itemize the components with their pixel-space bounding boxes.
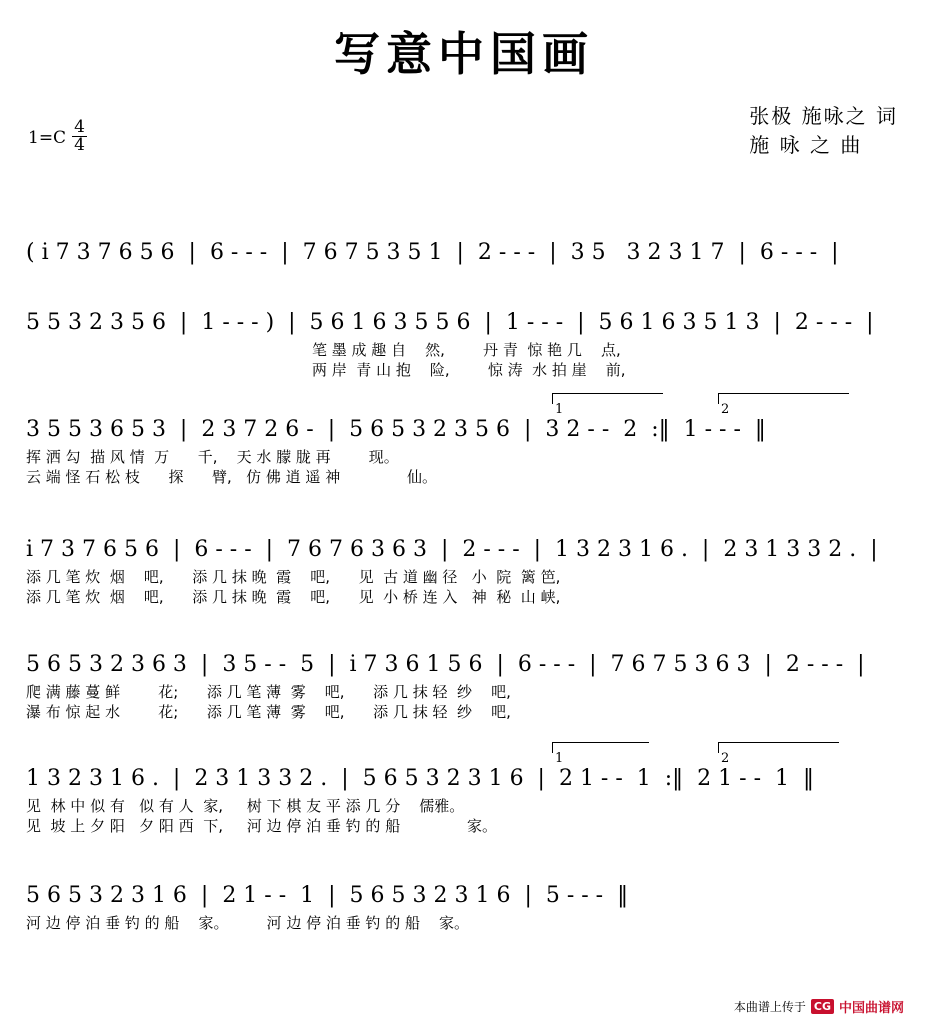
ending-number-2: 2 bbox=[721, 751, 730, 766]
lyric-line-1: 爬 满 藤 蔓 鲜 花; 添 几 笔 薄 雾 吧, 添 几 抹 轻 纱 吧, bbox=[26, 682, 511, 701]
lyric-line-1: 添 几 笔 炊 烟 吧, 添 几 抹 晚 霞 吧, 见 古 道 幽 径 小 院 篱 笆, bbox=[26, 568, 561, 586]
time-signature-numerator: 4 bbox=[74, 117, 85, 137]
key-label: 1=C bbox=[28, 127, 67, 148]
lyric-line-2: 见 坡 上 夕 阳 夕 阳 西 下, 河 边 停 泊 垂 钓 的 船 家。 bbox=[26, 817, 497, 836]
lyric-line-2: 添 几 笔 炊 烟 吧, 添 几 抹 晚 霞 吧, 见 小 桥 连 入 神 秘 山 峡, bbox=[26, 588, 561, 607]
lyrics-block bbox=[26, 567, 902, 608]
lyric-line-2: 瀑 布 惊 起 水 花; 添 几 笔 薄 雾 吧, 添 几 抹 轻 纱 吧, bbox=[26, 702, 511, 721]
time-signature bbox=[72, 119, 87, 154]
lyric-line-1: 挥 洒 勾 描 风 情 万 千, 天 水 朦 胧 再 现。 bbox=[26, 447, 399, 466]
note-row: 5 5 3 2 3 5 6 | 1 - - - ) | 5 6 1 6 3 5 5 6 | 1 - - - | 5 6 1 6 3 5 1 3 | 2 - - - | bbox=[26, 310, 874, 335]
music-system-7 bbox=[26, 882, 902, 933]
credits bbox=[749, 102, 898, 160]
note-row: 1 3 2 3 1 6 . | 2 3 1 3 3 2 . | 5 6 5 3 2 3 1 6 | 2 1 - - 1 :‖ 2 1 - - 1 ‖ bbox=[26, 766, 814, 791]
ending-number-1: 1 bbox=[555, 401, 564, 417]
lyrics-block bbox=[26, 682, 902, 723]
music-system-4 bbox=[26, 539, 902, 608]
music-system-6 bbox=[26, 751, 902, 837]
credit-lyricist: 张极 施咏之 词 bbox=[749, 104, 898, 128]
lyrics-block bbox=[26, 796, 902, 837]
ending-bracket-1 bbox=[552, 742, 649, 766]
lyric-line-2: 两 岸 青 山 抱 险, 惊 涛 水 拍 崖 前, bbox=[312, 361, 626, 380]
lyric-line-1: 笔 墨 成 趣 自 然, 丹 青 惊 艳 几 点, bbox=[312, 341, 621, 359]
music-system-5 bbox=[26, 651, 902, 723]
music-system-3 bbox=[26, 401, 902, 488]
note-row: 5 6 5 3 2 3 1 6 | 2 1 - - 1 | 5 6 5 3 2 3 1 6 | 5 - - - ‖ bbox=[26, 882, 629, 908]
time-signature-denominator: 4 bbox=[74, 135, 85, 155]
credit-composer: 施 咏 之 曲 bbox=[749, 133, 863, 157]
lyrics-block bbox=[26, 340, 902, 381]
lyric-line-2: 云 端 怪 石 松 枝 探 臂, 仿 佛 逍 遥 神 仙。 bbox=[26, 467, 437, 486]
ending-bracket-2 bbox=[718, 742, 839, 766]
lyric-line-1: 河 边 停 泊 垂 钓 的 船 家。 河 边 停 泊 垂 钓 的 船 家。 bbox=[26, 913, 470, 932]
footer-watermark bbox=[734, 997, 904, 1016]
footer-text: 本曲谱上传于 bbox=[733, 1000, 806, 1014]
ending-number-1: 1 bbox=[555, 751, 564, 766]
note-row: i 7 3 7 6 5 6 | 6 - - - | 7 6 7 6 3 6 3 | 2 - - - | 1 3 2 3 1 6 . | 2 3 1 3 3 2 . | bbox=[26, 537, 878, 562]
note-row: 5 6 5 3 2 3 6 3 | 3 5 - - 5 | i 7 3 6 1 5 6 | 6 - - - | 7 6 7 5 3 6 3 | 2 - - - | bbox=[26, 651, 865, 677]
ending-bracket-1 bbox=[552, 393, 663, 417]
lyrics-block bbox=[26, 913, 902, 933]
ending-number-2: 2 bbox=[721, 401, 730, 417]
music-system-2 bbox=[26, 312, 902, 381]
sheet-music-page bbox=[0, 18, 928, 1024]
music-system-1 bbox=[26, 242, 902, 264]
site-name[interactable]: 中国曲谱网 bbox=[838, 1001, 904, 1016]
lyric-line-1: 见 林 中 似 有 似 有 人 家, 树 下 棋 友 平 添 几 分 儒雅。 bbox=[26, 797, 465, 815]
ending-bracket-2 bbox=[718, 393, 849, 417]
page-title: 写意中国画 bbox=[334, 27, 594, 81]
key-signature bbox=[28, 117, 87, 155]
note-row: 3 5 5 3 6 5 3 | 2 3 7 2 6 - | 5 6 5 3 2 3 5 6 | 3 2 - - 2 :‖ 1 - - - ‖ bbox=[26, 416, 766, 442]
site-logo-icon: CG bbox=[811, 999, 834, 1014]
note-row: ( i 7 3 7 6 5 6 | 6 - - - | 7 6 7 5 3 5 1 | 2 - - - | 3 5 3 2 3 1 7 | 6 - - - | bbox=[26, 240, 839, 265]
lyrics-block bbox=[26, 447, 902, 488]
